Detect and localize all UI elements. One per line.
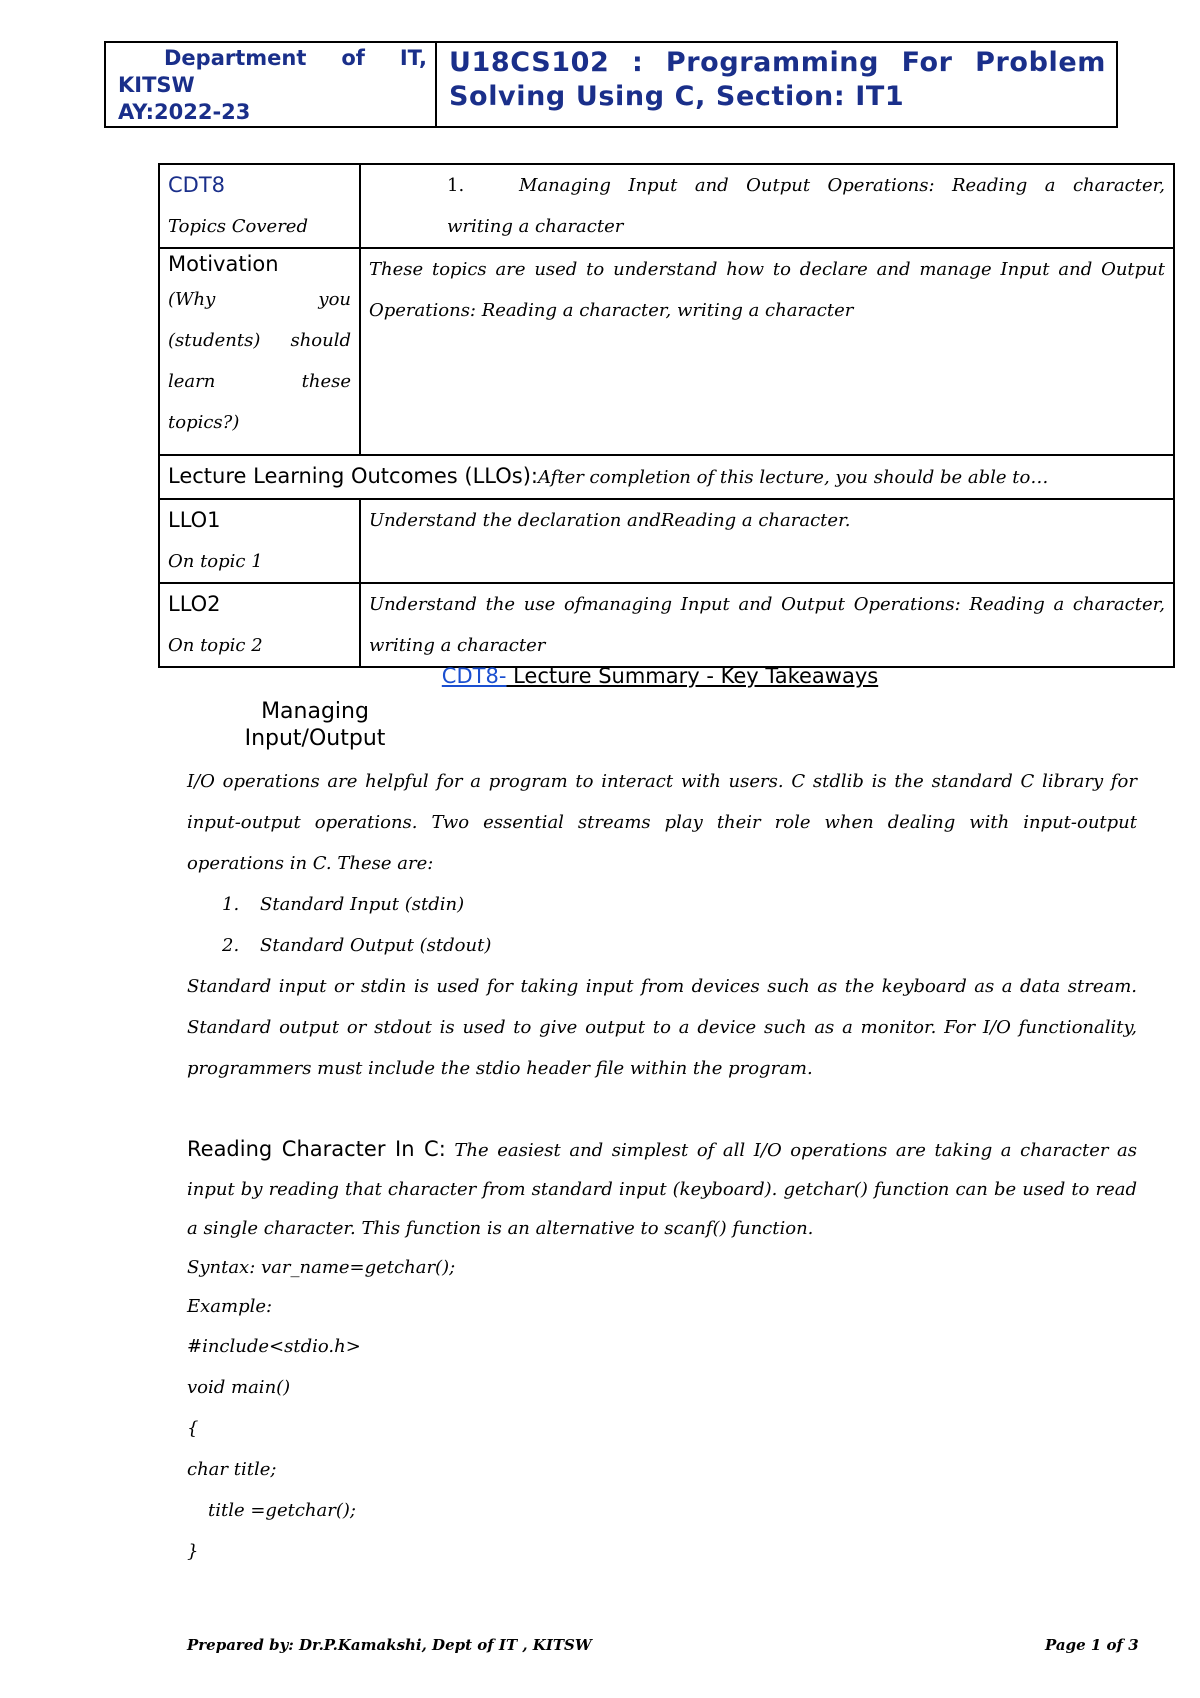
llo-header-cell <box>159 455 1174 499</box>
table-row-llo-header <box>159 455 1174 499</box>
table-row-motivation <box>159 248 1174 455</box>
motivation-why-1: (Why you <box>168 289 351 310</box>
motivation-label-cell <box>159 248 360 455</box>
llo1-label: LLO1 <box>168 508 221 532</box>
topic-item <box>447 165 1165 206</box>
llo-header-note: After completion of this lecture, you should be able to… <box>538 467 1049 488</box>
motivation-why-4: topics?) <box>168 412 240 433</box>
academic-year: AY:2022-23 <box>118 100 251 124</box>
topic-line2: writing a character <box>447 216 624 237</box>
llo1-label-cell <box>159 499 360 583</box>
list-number: 2. <box>222 935 240 956</box>
course-cell <box>437 43 1116 126</box>
table-row-llo2 <box>159 583 1174 667</box>
example-label: Example: <box>187 1296 273 1317</box>
motivation-why-2: (students) should <box>168 330 351 351</box>
list-number: 1. <box>222 894 240 915</box>
summary-title-link[interactable]: CDT8- <box>441 664 507 688</box>
section-heading-line2: Input/Output <box>244 726 386 751</box>
topic-number: 1. <box>447 175 465 196</box>
code-line: title =getchar(); <box>208 1500 356 1521</box>
code-line: char title; <box>187 1459 277 1480</box>
topics-cell <box>360 164 1174 248</box>
reading-paragraph <box>187 1130 1137 1248</box>
reading-text: The easiest and simplest of all I/O operations are taking a character as input by reading that character from standard input (keyboard). getchar() function can be used to read a single character. This function is an alternative to scanf() function. <box>187 1140 1138 1239</box>
section-heading-line1: Managing <box>261 699 369 724</box>
code-line: } <box>187 1541 199 1562</box>
summary-title-text: Lecture Summary - Key Takeaways <box>506 664 879 688</box>
motivation-label: Motivation <box>168 252 279 276</box>
section-heading <box>210 698 420 752</box>
topics-label: Topics Covered <box>168 216 308 237</box>
list-text: Standard Output (stdout) <box>260 935 492 956</box>
llo-header: Lecture Learning Outcomes (LLOs): <box>168 464 538 488</box>
cdt-label: CDT8 <box>168 173 226 197</box>
department-cell <box>106 43 437 126</box>
institute-name: KITSW <box>118 73 195 97</box>
course-title-line1: U18CS102 : Programming For Problem <box>449 47 1106 78</box>
table-row-llo1 <box>159 499 1174 583</box>
list-text: Standard Input (stdin) <box>260 894 465 915</box>
intro-block <box>187 761 1137 1089</box>
llo2-label-cell <box>159 583 360 667</box>
document-header <box>104 41 1118 128</box>
course-title-line2: Solving Using C, Section: IT1 <box>449 81 905 112</box>
code-line: { <box>187 1418 199 1439</box>
llo2-topic: On topic 2 <box>168 635 263 656</box>
code-block <box>187 1326 1137 1572</box>
syntax-line: Syntax: var_name=getchar(); <box>187 1257 456 1278</box>
llo1-text: Understand the declaration andReading a character. <box>360 499 1174 583</box>
list-item <box>187 884 1137 925</box>
code-line: void main() <box>187 1377 291 1398</box>
footer-page-number: Page 1 of 3 <box>1045 1636 1139 1654</box>
lecture-plan-table <box>158 163 1175 668</box>
footer-prepared-by: Prepared by: Dr.P.Kamakshi, Dept of IT , KITSW <box>187 1636 592 1654</box>
reading-block <box>187 1130 1137 1572</box>
code-line: #include<stdio.h> <box>187 1336 361 1357</box>
llo2-text: Understand the use ofmanaging Input and Output Operations: Reading a character, writing a character <box>360 583 1174 667</box>
llo2-label: LLO2 <box>168 592 221 616</box>
reading-heading: Reading Character In C: <box>187 1137 446 1161</box>
summary-title <box>0 664 1200 688</box>
list-item <box>187 925 1137 966</box>
llo1-topic: On topic 1 <box>168 551 263 572</box>
motivation-why-3: learn these <box>168 371 351 392</box>
table-row-topics <box>159 164 1174 248</box>
motivation-text: These topics are used to understand how to declare and manage Input and Output Operations: Reading a character, writing a character <box>360 248 1174 455</box>
department-name: Department of IT, <box>164 46 427 70</box>
topic-line1: Managing Input and Output Operations: Reading a character, <box>519 175 1165 196</box>
cdt-cell <box>159 164 360 248</box>
intro-paragraph: I/O operations are helpful for a program to interact with users. C stdlib is the standard C library for input-output operations. Two essential streams play their role when dealing with input-output operations in C. These are: <box>187 771 1137 874</box>
streams-paragraph: Standard input or stdin is used for taking input from devices such as the keyboard as a data stream. Standard output or stdout is used to give output to a device such as a monitor. For I/O functionality, programmers must include the stdio header file within the program. <box>187 976 1137 1079</box>
